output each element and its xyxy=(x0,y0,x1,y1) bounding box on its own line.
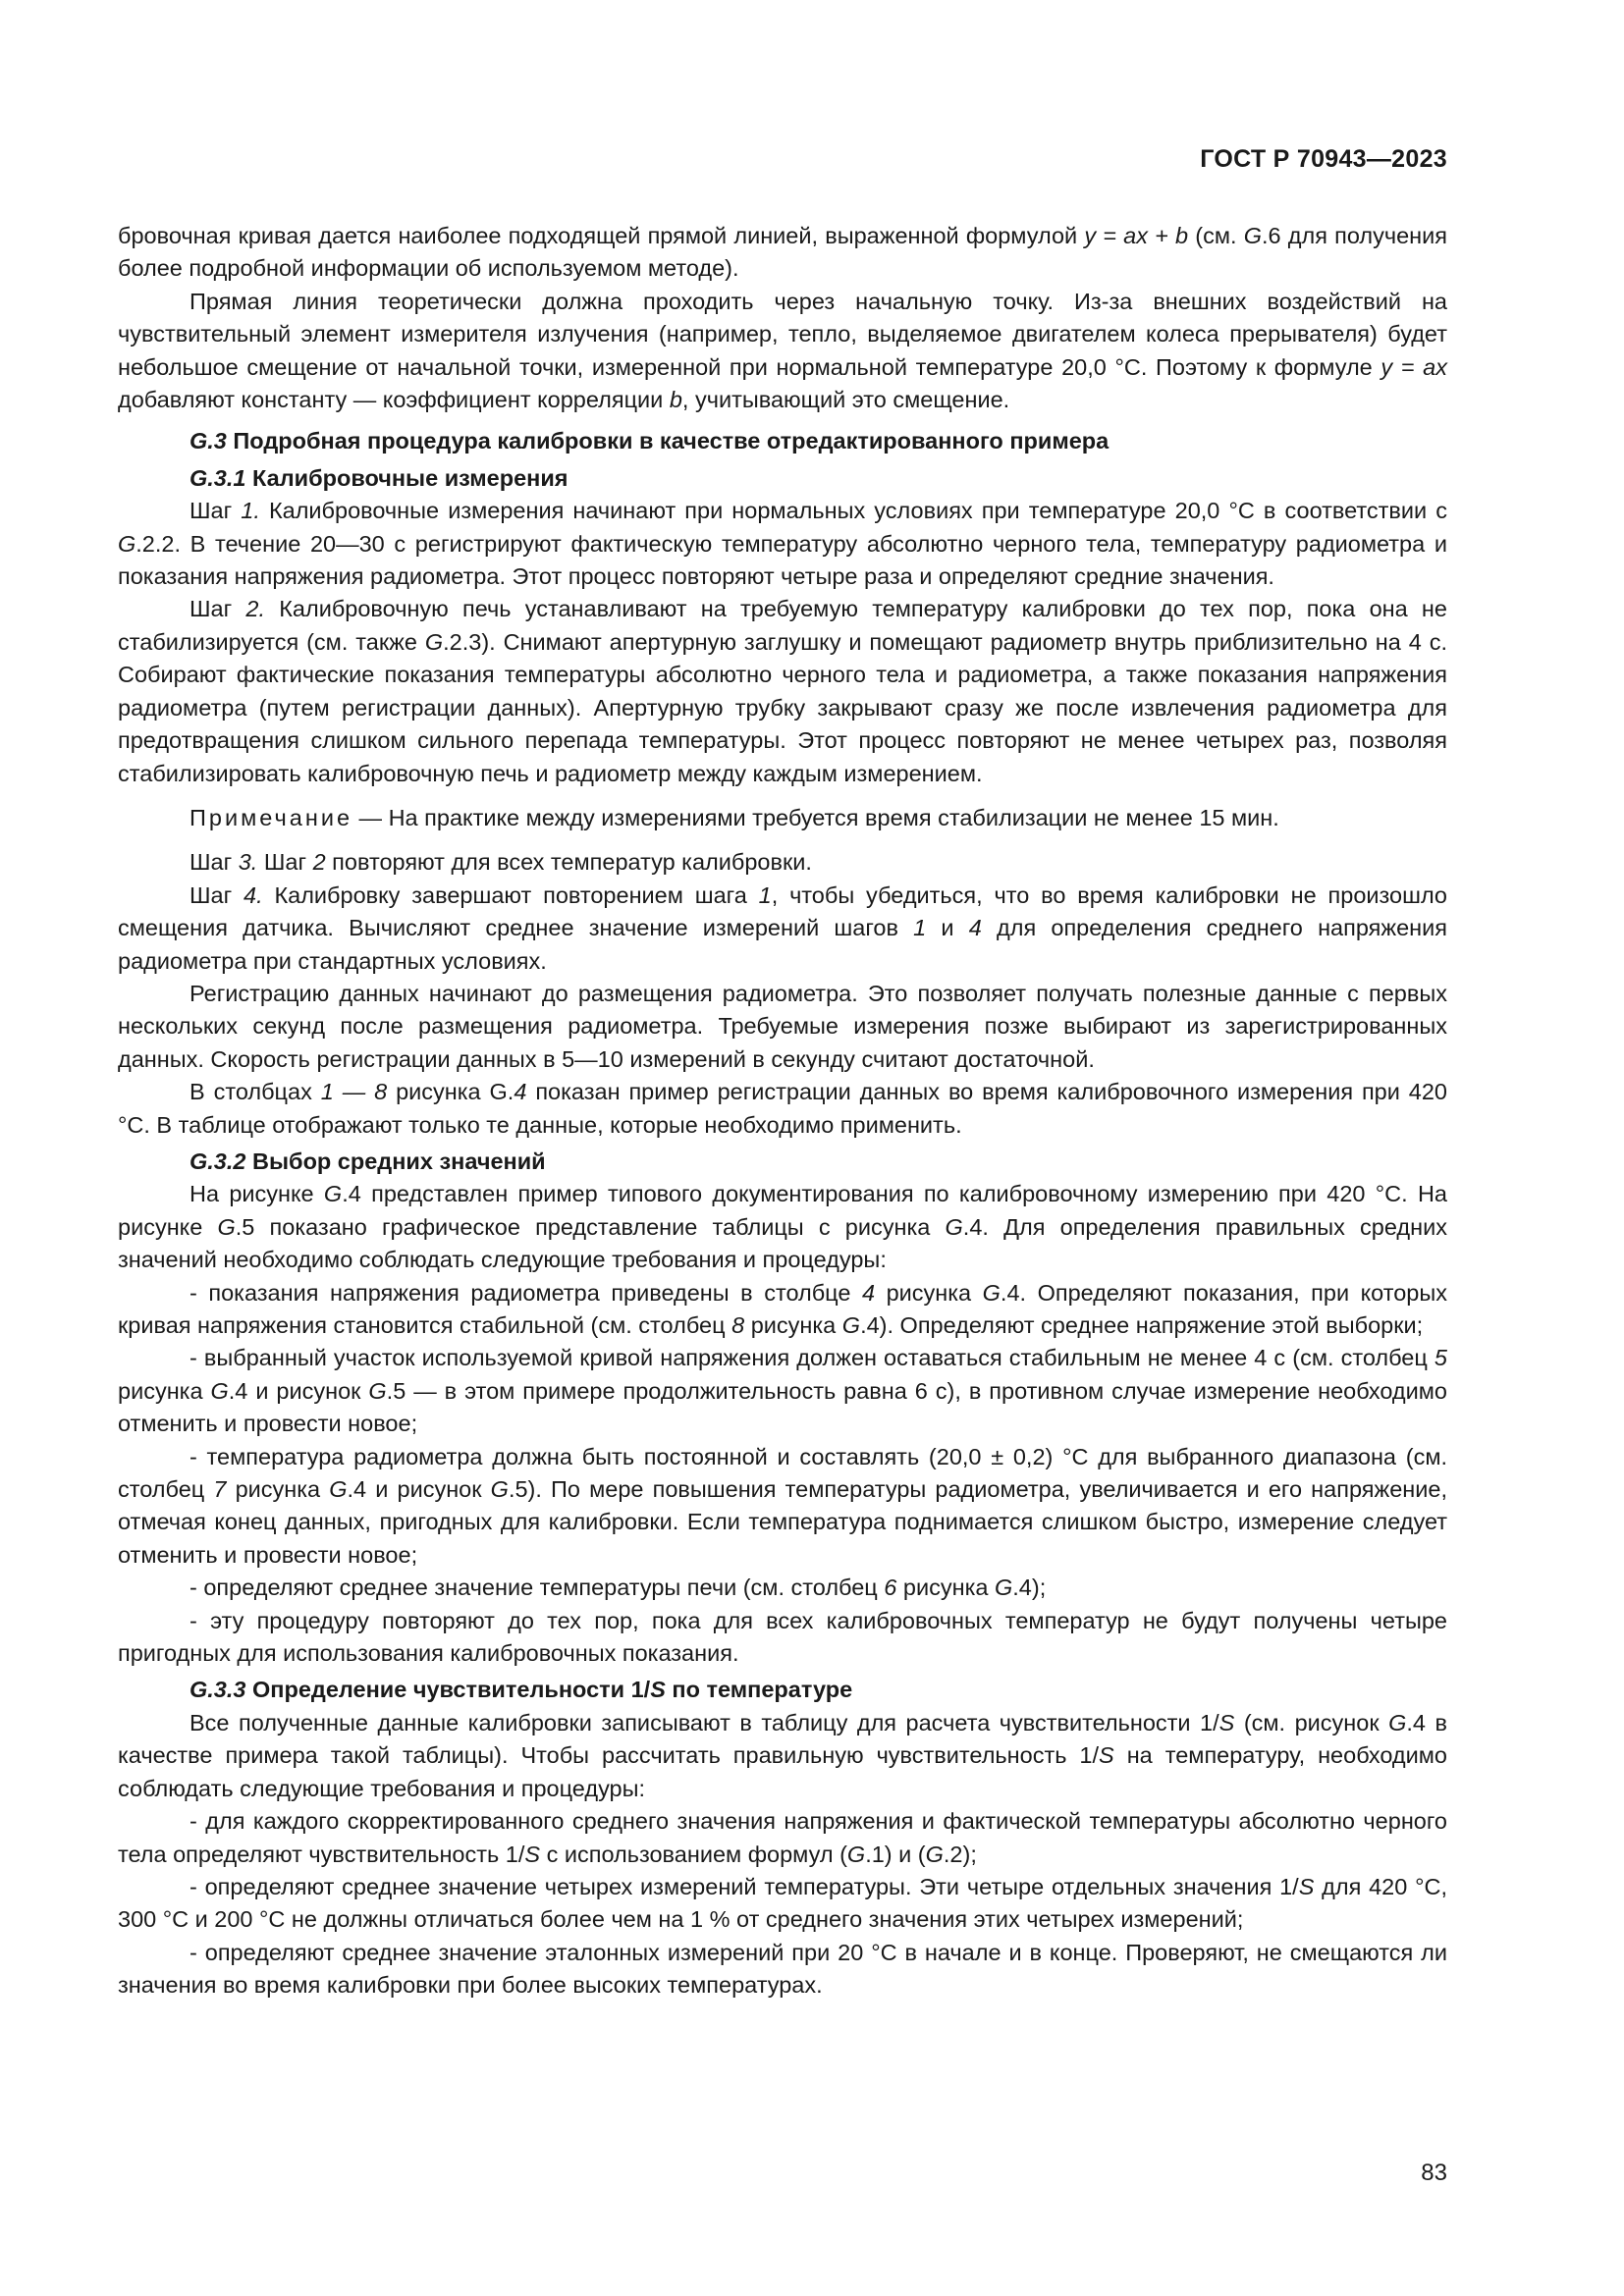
section-heading-g3-2: G.3.2 Выбор средних значений xyxy=(189,1148,546,1174)
note-paragraph: Примечание — На практике между измерениями требуется время стабилизации не менее 15 мин. xyxy=(189,804,1279,830)
page-number: 83 xyxy=(1421,2160,1447,2186)
paragraph-figure-reference: На рисунке G.4 представлен пример типового документирования по калибровочному измерению при 420 °С. На рисунке G.5 показано графическое представление таблицы с рисунка G.4. Для определения правильных средних значений необходимо соблюдать следующие требования и процедуры: xyxy=(118,1181,1447,1273)
list-item: - выбранный участок используемой кривой напряжения должен оставаться стабильным не менее 4 с (см. столбец 5 рисунка G.4 и рисунок G.5 — в этом примере продолжительность равна 6 с), в противном случае измерение необходимо отменить и провести новое; xyxy=(118,1345,1447,1437)
document-body xyxy=(118,220,1447,2002)
document-header-id: ГОСТ Р 70943—2023 xyxy=(1200,145,1447,173)
list-item: - определяют среднее значение четырех измерений температуры. Эти четыре отдельных значения 1/S для 420 °С, 300 °С и 200 °С не должны отличаться более чем на 1 % от среднего значения этих четырех измерений; xyxy=(118,1873,1447,1933)
list-item: - определяют среднее значение температуры печи (см. столбец 6 рисунка G.4); xyxy=(189,1575,1047,1601)
step-1-paragraph: Шаг 1. Калибровочные измерения начинают при нормальных условиях при температуре 20,0 °С в соответствии с G.2.2. В течение 20—30 с регистрируют фактическую температуру абсолютно черного тела, температуру радиометра и показания напряжения радиометра. Этот процесс повторяют четыре раза и определяют средние значения. xyxy=(118,498,1447,590)
list-item: - для каждого скорректированного среднего значения напряжения и фактической температуры абсолютно черного тела определяют чувствительность 1/S с использованием формул (G.1) и (G.2); xyxy=(118,1808,1447,1867)
paragraph-data-logging: Регистрацию данных начинают до размещения радиометра. Это позволяет получать полезные данные с первых нескольких секунд после размещения радиометра. Требуемые измерения позже выбирают из зарегистрированных данных. Скорость регистрации данных в 5—10 измерений в секунду считают достаточной. xyxy=(118,980,1447,1072)
step-3-paragraph: Шаг 3. Шаг 2 повторяют для всех температур калибровки. xyxy=(189,849,812,876)
paragraph-formula-intro: бровочная кривая дается наиболее подходящей прямой линией, выраженной формулой y = ax + b (см. G.6 для получения более подробной информации об используемом методе). xyxy=(118,223,1447,282)
list-item: - температура радиометра должна быть постоянной и составлять (20,0 ± 0,2) °С для выбранного диапазона (см. столбец 7 рисунка G.4 и рисунок G.5). По мере повышения температуры радиометра, увеличивается и его напряжение, отмечая конец данных, пригодных для калибровки. Если температура поднимается слишком быстро, измерение следует отменить и провести новое; xyxy=(118,1443,1447,1568)
list-item: - эту процедуру повторяют до тех пор, пока для всех калибровочных температур не будут получены четыре пригодных для использования калибровочных показания. xyxy=(118,1607,1447,1667)
list-item: - определяют среднее значение эталонных измерений при 20 °С в начале и в конце. Проверяют, не смещаются ли значения во время калибровки при более высоких температурах. xyxy=(118,1939,1447,1999)
section-heading-g3-1: G.3.1 Калибровочные измерения xyxy=(189,464,568,491)
paragraph-straight-line: Прямая линия теоретически должна проходить через начальную точку. Из-за внешних воздействий на чувствительный элемент измерителя излучения (например, тепло, выделяемое двигателем колеса прерывателя) будет небольшое смещение от начальной точки, измеренной при нормальной температуре 20,0 °С. Поэтому к формуле y = ax добавляют константу — коэффициент корреляции b, учитывающий это смещение. xyxy=(118,288,1447,413)
step-4-paragraph: Шаг 4. Калибровку завершают повторением шага 1, чтобы убедиться, что во время калибровки не произошло смещения датчика. Вычисляют среднее значение измерений шагов 1 и 4 для определения среднего напряжения радиометра при стандартных условиях. xyxy=(118,881,1447,974)
step-2-paragraph: Шаг 2. Калибровочную печь устанавливают на требуемую температуру калибровки до тех пор, пока она не стабилизируется (см. также G.2.3). Снимают апертурную заглушку и помещают радиометр внутрь приблизительно на 4 с. Собирают фактические показания температуры абсолютно черного тела и радиометра, а также показания напряжения радиометра (путем регистрации данных). Апертурную трубку закрывают сразу же после извлечения радиометра для предотвращения слишком сильного перепада температуры. Этот процесс повторяют не менее четырех раз, позволяя стабилизировать калибровочную печь и радиометр между каждым измерением. xyxy=(118,596,1447,786)
paragraph-sensitivity-table: Все полученные данные калибровки записывают в таблицу для расчета чувствительности 1/S (см. рисунок G.4 в качестве примера такой таблицы). Чтобы рассчитать правильную чувствительность 1/S на температуру, необходимо соблюдать следующие требования и процедуры: xyxy=(118,1709,1447,1801)
paragraph-columns-example: В столбцах 1 — 8 рисунка G.4 показан пример регистрации данных во время калибровочного измерения при 420 °С. В таблице отображают только те данные, которые необходимо применить. xyxy=(118,1079,1447,1138)
section-heading-g3: G.3 Подробная процедура калибровки в качестве отредактированного примера xyxy=(189,428,1110,454)
section-heading-g3-3: G.3.3 Определение чувствительности 1/S по температуре xyxy=(189,1677,853,1703)
list-item: - показания напряжения радиометра приведены в столбце 4 рисунка G.4. Определяют показания, при которых кривая напряжения становится стабильной (см. столбец 8 рисунка G.4). Определяют среднее напряжение этой выборки; xyxy=(118,1279,1447,1338)
